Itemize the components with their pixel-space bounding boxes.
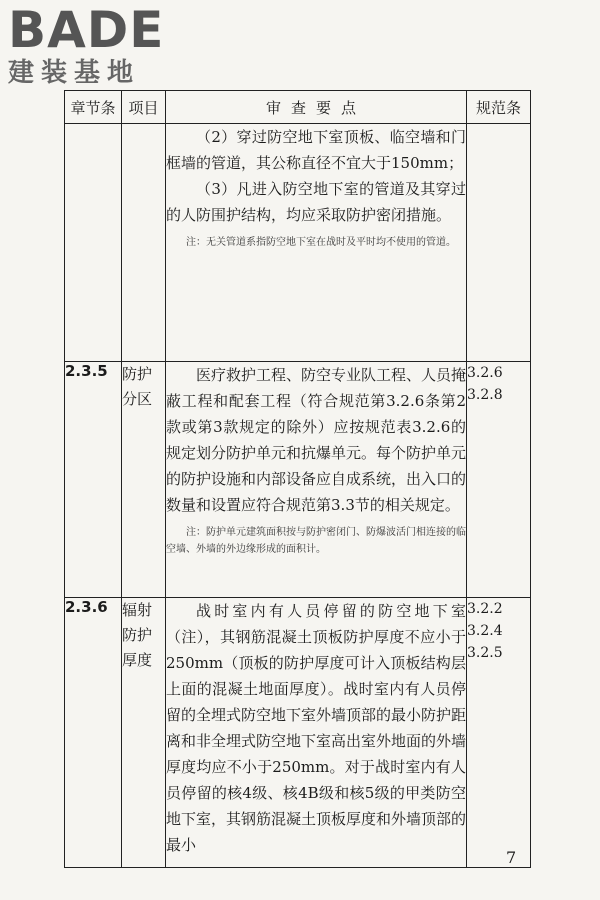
item-name [122,598,166,868]
review-paragraph: 战时室内有人员停留的防空地下室（注），其钢筋混凝土顶板防护厚度不应小于250mm（顶板的防护厚度可计入顶板结构层上面的混凝土地面厚度）。战时室内有人员停留的全埋式防空地下室外墙顶部的最小防护距离和非全埋式防空地下室高出室外地面的外墙厚度均应不小于250mm。对于战时室内有人员停留的核4级、核4B级和核5级的甲类防空地下室，其钢筋混凝土顶板厚度和外墙顶部的最小 [166,602,467,854]
review-note: 注：防护单元建筑面积按与防护密闭门、防爆波活门相连接的临空墙、外墙的外边缘形成的面积计。 [166,527,466,555]
spec-ref: 3.2.4 [467,623,503,639]
item-name-line: 辐射 [122,601,153,619]
spec-refs [467,124,531,362]
section-number [65,124,122,362]
item-name-line: 分区 [122,390,153,408]
review-point [166,124,467,362]
table-row [65,124,531,362]
review-paragraph: （3）凡进入防空地下室的管道及其穿过的人防围护结构，均应采取防护密闭措施。 [166,180,466,224]
review-point [166,598,467,868]
review-point [166,362,467,598]
header-spec-clause: 规范条 [467,91,531,124]
section-number: 2.3.6 [65,598,122,868]
review-paragraph: 医疗救护工程、防空专业队工程、人员掩蔽工程和配套工程（符合规范第3.2.6条第2款或第3款规定的除外）应按规范表3.2.6的规定划分防护单元和抗爆单元。每个防护单元的防护设施和内部设备应自成系统，出入口的数量和设置应符合规范第3.3节的相关规定。 [166,366,467,514]
table-row [65,598,531,868]
spec-ref: 3.2.8 [467,387,503,403]
review-points-table [64,90,531,868]
item-name [122,124,166,362]
logo-brand-text: BADE [8,1,165,59]
review-note: 注：无关管道系指防空地下室在战时及平时均不使用的管道。 [186,237,456,248]
table-row [65,362,531,598]
spec-ref: 3.2.5 [467,645,503,661]
logo-subtitle-text: 建装基地 [8,58,141,88]
item-name-line: 防护 [122,626,153,644]
spec-refs [467,598,531,868]
table-header-row [65,91,531,124]
section-number: 2.3.5 [65,362,122,598]
page-number: 7 [506,848,517,867]
bade-logo [8,1,183,90]
spec-ref: 3.2.2 [467,601,503,617]
spec-refs [467,362,531,598]
header-item: 项目 [122,91,166,124]
spec-ref: 3.2.6 [467,365,503,381]
item-name [122,362,166,598]
item-name-line: 厚度 [122,651,153,669]
header-review-points: 审查要点 [166,91,467,124]
review-paragraph: （2）穿过防空地下室顶板、临空墙和门框墙的管道，其公称直径不宜大于150mm； [166,128,466,172]
header-section: 章节条 [65,91,122,124]
item-name-line: 防护 [122,365,153,383]
